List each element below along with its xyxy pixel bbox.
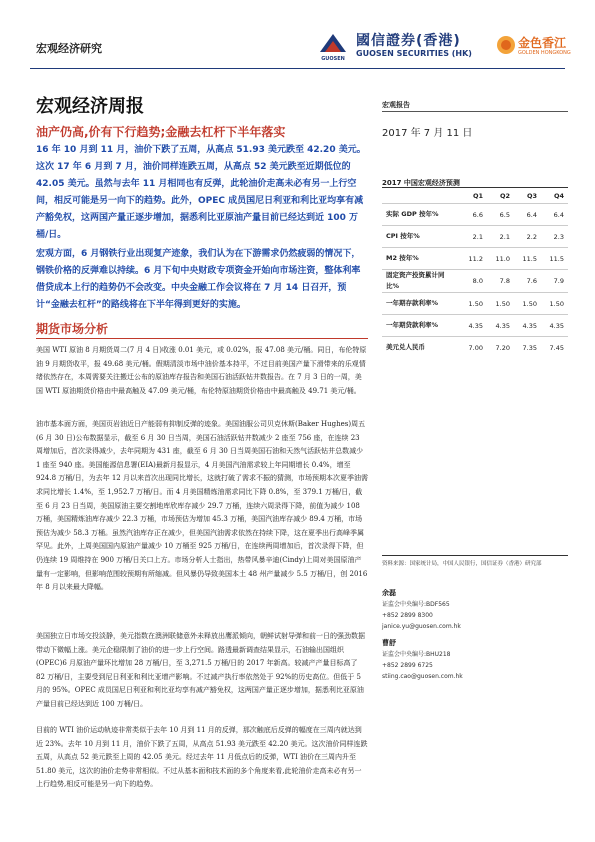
header-category: 宏观经济研究	[36, 42, 102, 55]
summary	[36, 142, 368, 316]
table-row	[382, 337, 568, 359]
row-label: 固定资产投资累计同比%	[382, 270, 460, 293]
table-cell: 6.5	[487, 204, 514, 226]
table-cell: 1.50	[514, 293, 541, 315]
side-category: 宏观报告	[382, 101, 410, 109]
lion-icon	[496, 34, 516, 56]
table-cell: 7.45	[541, 337, 568, 359]
table-cell: 6.4	[514, 204, 541, 226]
analyst-card	[382, 638, 568, 682]
table-row	[382, 293, 568, 315]
body-paragraph-1	[36, 344, 368, 398]
table-cell: 7.20	[487, 337, 514, 359]
table-cell: 4.35	[541, 315, 568, 337]
forecast-table	[382, 188, 568, 358]
guosen-logo	[316, 28, 492, 62]
table-cell: 1.50	[541, 293, 568, 315]
column-header: Q3	[526, 191, 537, 200]
table-cell: 6.4	[541, 204, 568, 226]
table-row	[382, 248, 568, 270]
header-divider	[30, 68, 565, 69]
report-title: 宏观经济周报	[36, 96, 144, 117]
table-cell: 7.35	[514, 337, 541, 359]
report-date: 2017 年 7 月 11 日	[382, 128, 473, 139]
row-label: 一年期贷款利率%	[382, 315, 460, 337]
body-paragraph-3	[36, 630, 368, 712]
section-heading: 期货市场分析	[36, 322, 109, 336]
golden-hk-logo-cn: 金色香江	[518, 36, 567, 50]
analyst-license: 证监会中央编号:BDF565	[382, 601, 450, 608]
guosen-logo-mark-text: GUOSEN	[321, 56, 345, 62]
body-paragraph-2	[36, 418, 368, 595]
table-cell: 7.6	[514, 270, 541, 293]
column-header: Q2	[499, 191, 510, 200]
table-cell: 4.35	[460, 315, 487, 337]
table-row	[382, 226, 568, 248]
table-cell: 4.35	[487, 315, 514, 337]
table-cell: 7.9	[541, 270, 568, 293]
table-cell: 2.1	[487, 226, 514, 248]
row-label: 美元兑人民币	[382, 337, 460, 359]
row-label: 一年期存款利率%	[382, 293, 460, 315]
forecast-table-bottom-rule	[382, 555, 568, 556]
body-text: 目前的 WTI 油价运动轨迹非常类似于去年 10 月到 11 月的反弹，那次触底后反弹的幅度在三周内就达到近 23%。去年 10 月到 11 月，油价下跌了五周，从高点 51.93 美元跌至 42.20 美元。这次油价同样连跌五周，从高点 52 美元跌至上周的 42.05 美元。经过去年 11 月低点后的反弹，WTI 油价在三周内升至 51.80 美元，这次的油价走势非常相似。不过从基本面和技术面的多个角度来看,此轮油价走高未必有另一上行趋势,相反可能是另一向下的趋势。	[36, 726, 368, 789]
guosen-logo-cn: 國信證券(香港)	[356, 33, 461, 49]
forecast-table-title: 2017 中国宏观经济预测	[382, 179, 460, 187]
table-cell: 7.8	[487, 270, 514, 293]
table-cell: 11.0	[487, 248, 514, 270]
table-cell: 11.5	[541, 248, 568, 270]
body-paragraph-4	[36, 724, 368, 792]
row-label: CPI 按年%	[382, 226, 460, 248]
analyst-phone: +852 2899 8300	[382, 612, 433, 619]
golden-hk-logo-en: GOLDEN HONGKONG	[518, 50, 571, 56]
forecast-table-header	[382, 188, 568, 204]
table-cell: 2.1	[460, 226, 487, 248]
table-cell: 2.3	[541, 226, 568, 248]
body-text: 油市基本面方面，美国页岩油近日产能弱有抑制反弹的迹象。美国油服公司贝克休斯(Baker Hughes)周五(6 月 30 日)公布数据显示，截至 6 月 30 日当周，美国石油活跃钻井数减少 2 座至 756 座，在连续 23 周增加后，首次录得减少，去年同期为 431 座，截至 6 月 30 日当周美国石油和天然气活跃钻井总数减少 1 座至 940 座。美国能源信息署(EIA)最新月报显示，4 月美国汽油需求较上年同期增长 0.4%，增至 924.8 万桶/日，为去年 12 月以来首次出现同比增长，这就打破了需求不振的猜测，市场预期本次夏季油需求同比增长 1.4%，至 1,952.7 万桶/日。而 4 月美国精炼油需求同比下降 0.8%，至 379.1 万桶/日，截至 6 月 23 日当周，美国原油主要交割地库欣库存减少 29.7 万桶，连续六周录得下降，前值为减少 108 万桶，美国精炼油库存减少 22.3 万桶，市场预估为增加 45.3 万桶，美国汽油库存减少 89.4 万桶，市场预估为减少 58.3 万桶。虽然汽油库存正在减少，但美国汽油需求依然在持续下降，这在夏季出行高峰季属罕见。此外，上周美国国内原油产量减少 10 万桶至 925 万桶/日，在连续两周增加后，首次录得下降，但仍连续 19 周维持在 900 万桶/日关口上方。市场分析人士指出，热带风暴辛迪(Cindy)上周对美国原油产量有一定影响，但影响范围较预期有所缩减。但风暴仍导致美国本土 48 州产量减少 5.5 万桶/日，创 2016 年 8 月以来最大降幅。	[36, 420, 368, 592]
table-cell: 1.50	[460, 293, 487, 315]
table-cell: 11.5	[514, 248, 541, 270]
table-source: 资料来源：国家统计局，中国人民银行，国信证券（香港）研究部	[382, 561, 542, 567]
guosen-logo-icon	[316, 28, 350, 62]
summary-paragraph: 16 年 10 月到 11 月，油价下跌了五周，从高点 51.93 美元跌至 42.20 美元。这次 17 年 6 月到 7 月，油价同样连跌五周，从高点 52 美元跌至近期低位的 42.05 美元。虽然与去年 11 月相同也有反弹，此轮油价走高未必有另一上行空间，相反可能是另一向下的趋势。此外，OPEC 成员国尼日利亚和利比亚均享有减产豁免权，这两国产量正逐步增加，据悉利比亚原油产量目前已经达到近 100 万桶/日。	[36, 145, 366, 240]
analyst-license: 证监会中央编号:BHU218	[382, 651, 451, 658]
section-divider	[36, 338, 368, 339]
side-divider	[382, 111, 568, 112]
body-text: 美国 WTI 原油 8 月期货周二(7 月 4 日)收涨 0.01 美元，或 0.02%，报 47.08 美元/桶。同日，布伦特原油 9 月期货收平，报 49.68 美元/桶。假期清淡市场中油价基本持平，不过目前美国产量下滑带来的乐观情绪依然存在，本周需要关注搬迁公布的原油库存报告和美国石油活跃钻井数报告。在 7 月 3 日的一周，美国 WTI 原油期货价格由中最高触及 47.09 美元/桶，布伦特原油期货价格由中最高触及 49.71 美元/桶。	[36, 346, 367, 395]
table-cell: 1.50	[487, 293, 514, 315]
table-row	[382, 204, 568, 226]
analyst-name: 余磊	[382, 589, 396, 597]
column-header: Q4	[553, 191, 564, 200]
guosen-logo-en: GUOSEN SECURITIES (HK)	[356, 49, 472, 58]
column-header	[382, 188, 460, 204]
row-label: M2 按年%	[382, 248, 460, 270]
analyst-name: 曹舒	[382, 639, 396, 647]
row-label: 实际 GDP 按年%	[382, 204, 460, 226]
analyst-email[interactable]: janice.yu@guosen.com.hk	[382, 623, 461, 630]
table-cell: 4.35	[514, 315, 541, 337]
table-cell: 7.00	[460, 337, 487, 359]
table-cell: 8.0	[460, 270, 487, 293]
table-cell: 11.2	[460, 248, 487, 270]
analyst-email[interactable]: stiing.cao@guosen.com.hk	[382, 673, 463, 680]
report-subtitle: 油产仍高,价有下行趋势;金融去杠杆下半年落实	[36, 125, 286, 139]
golden-hk-logo	[496, 32, 571, 62]
summary-paragraph: 宏观方面，6 月钢铁行业出现复产迹象，我们认为在下游需求仍然疲弱的情况下，钢铁价格的反弹难以持续。6 月下旬中央财政专项资金开始向市场注资，整体利率借贷成本上行的趋势仍不会改变。中央金融工作会议将在 7 月 14 日召开，预计“金融去杠杆”的路线将在下半年得到更好的实施。	[36, 249, 361, 310]
body-text: 美国独立日市场交投淡静，美元指数在澳洲联储意外未释放出鹰派倾向，朝鲜试射导弹和前一日的强劲数据带动下微幅上涨。美元企稳限制了油价的进一步上行空间。路透最新调查结果显示，石油输出国组织(OPEC)6 月原油产量环比增加 28 万桶/日，至 3,271.5 万桶/日的 2017 年新高。较减产产量目标高了 82 万桶/日，主要受到尼日利亚和利比亚增产影响。不过减产执行率依然处于 92%的历史高位。但低于 5 月的 95%。OPEC 成员国尼日利亚和利比亚均享有减产豁免权，这两国产量正逐步增加，据悉利比亚原油产量目前已经达到近 100 万桶/日。	[36, 632, 365, 708]
table-cell: 6.6	[460, 204, 487, 226]
table-row	[382, 315, 568, 337]
column-header: Q1	[472, 191, 483, 200]
analyst-phone: +852 2899 6725	[382, 662, 433, 669]
table-row	[382, 270, 568, 293]
analyst-card	[382, 588, 568, 632]
table-cell: 2.2	[514, 226, 541, 248]
